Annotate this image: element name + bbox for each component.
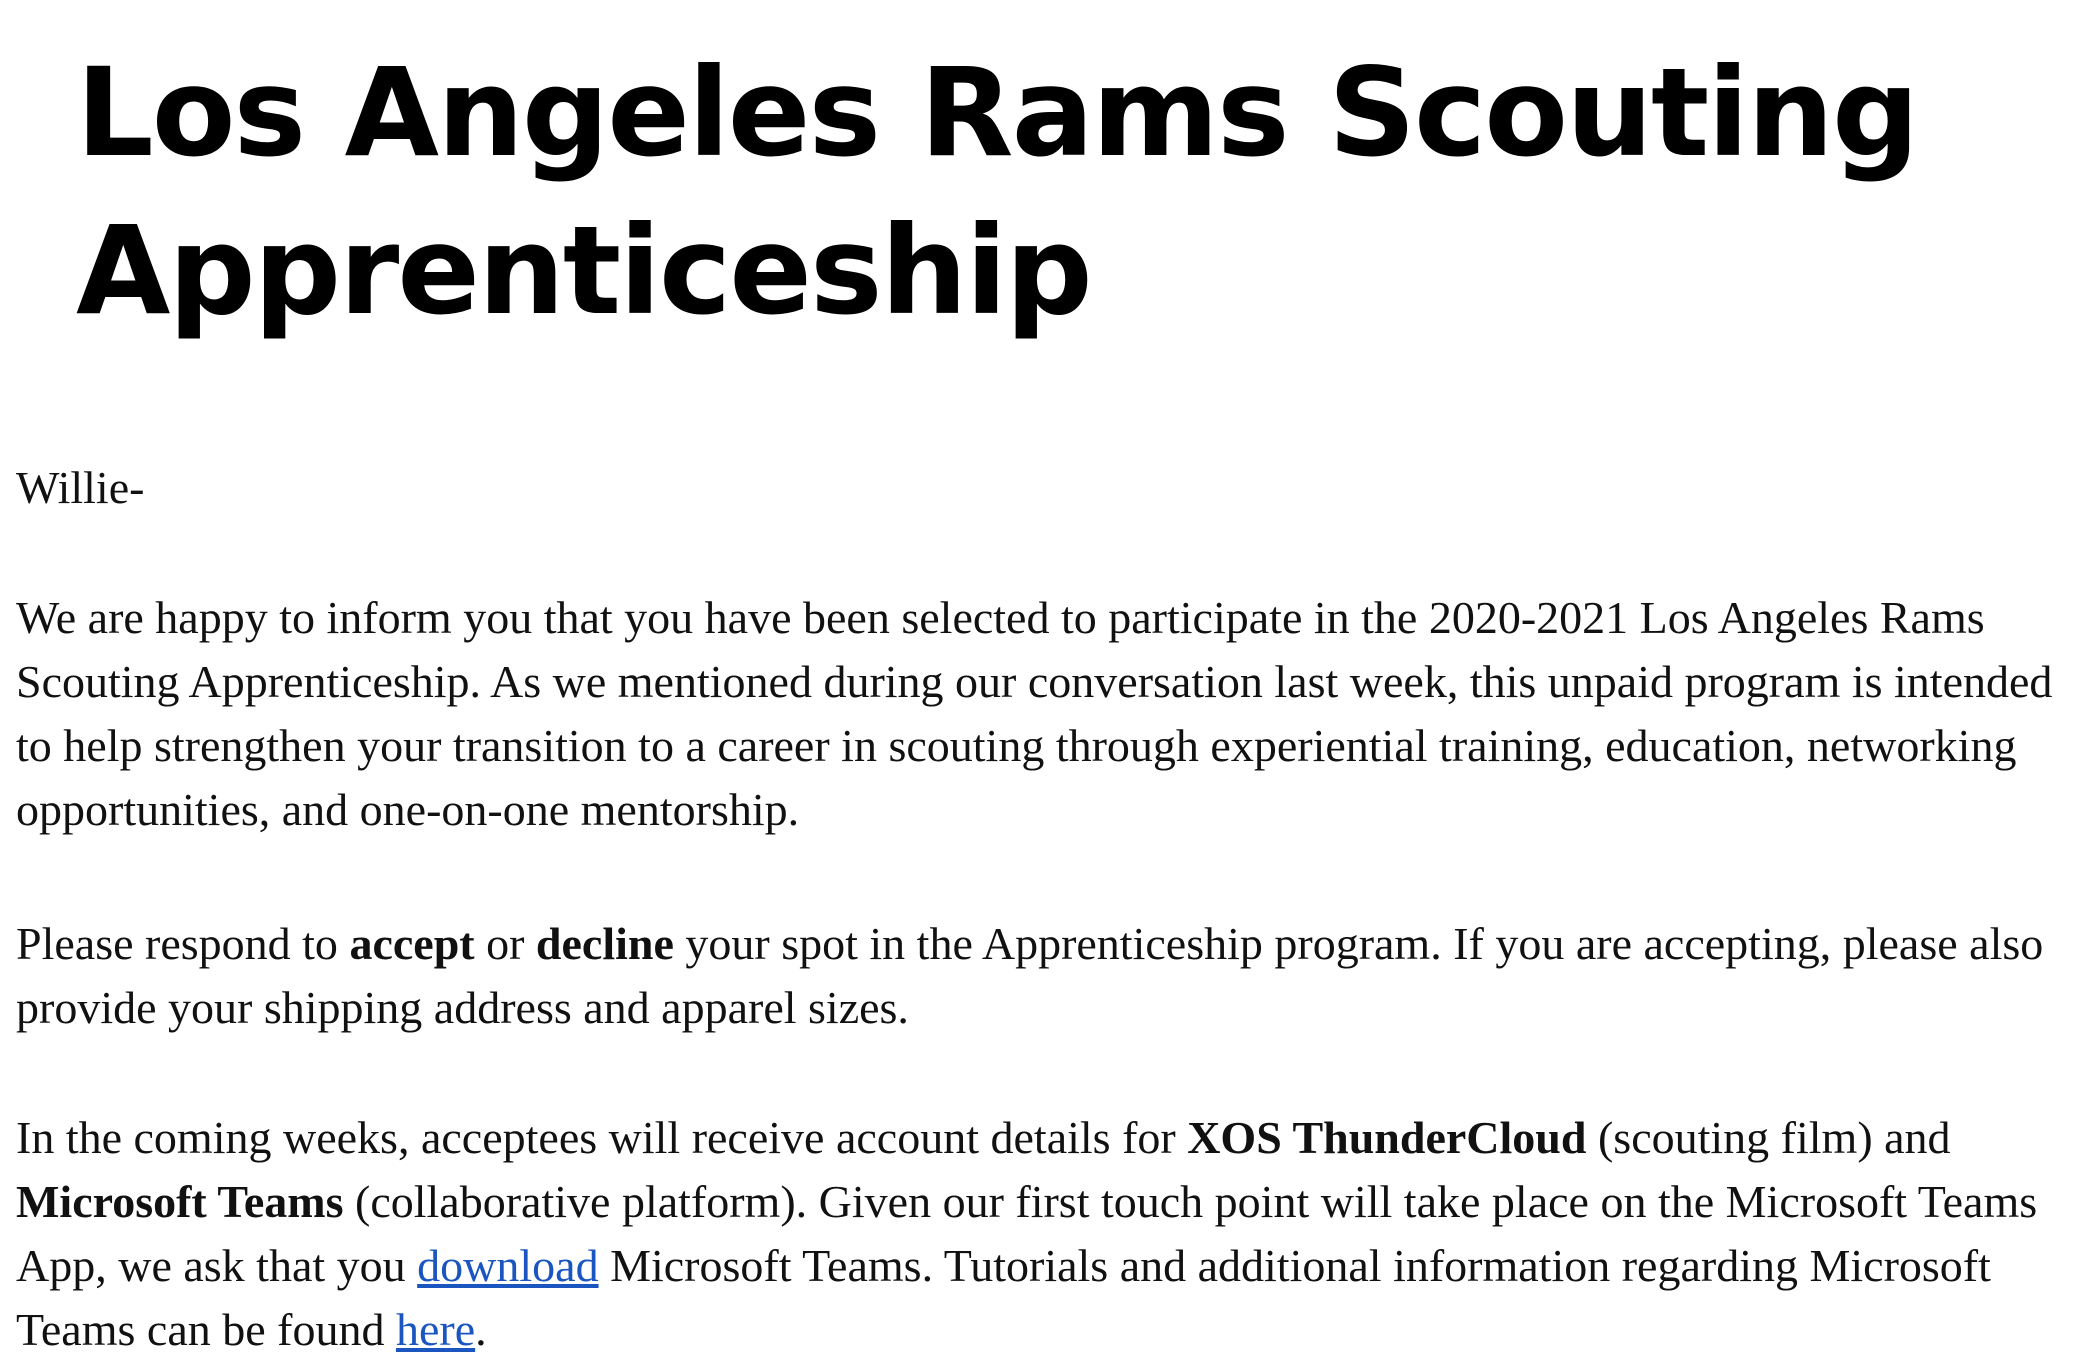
decline-emphasis: decline xyxy=(535,918,674,969)
paragraph-response-request xyxy=(16,912,2076,1040)
download-link[interactable]: download xyxy=(417,1240,599,1291)
paragraph-text: (scouting film) and xyxy=(1586,1112,1951,1163)
paragraph-selection-notice: We are happy to inform you that you have been selected to participate in the 2020-2021 Los Angeles Rams Scouting Apprenticeship. As we mentioned during our conversation last week, this unpaid program is intended to help strengthen your transition to a career in scouting through experiential training, education, networking opportunities, and one-on-one mentorship. xyxy=(16,592,2053,835)
paragraph-account-details xyxy=(16,1106,2076,1362)
page-title xyxy=(76,34,1976,350)
page-title-line-1: Los Angeles Rams Scouting xyxy=(76,42,1918,184)
here-link[interactable]: here xyxy=(395,1304,476,1355)
salutation: Willie- xyxy=(16,462,145,513)
paragraph-text: (collaborative platform). Given our first touch point will take place on the Microsoft Teams App, we ask that you xyxy=(16,1176,2038,1291)
paragraph-text: In the coming weeks, acceptees will receive account details for xyxy=(16,1112,1188,1163)
paragraph-text: or xyxy=(474,918,536,969)
paragraph-text: Microsoft Teams. Tutorials and additional information regarding Microsoft Teams can be found xyxy=(16,1240,1991,1355)
accept-emphasis: accept xyxy=(349,918,475,969)
paragraph-text: . xyxy=(475,1304,487,1355)
page-title-line-2: Apprenticeship xyxy=(76,200,1091,342)
xos-thundercloud-emphasis: XOS ThunderCloud xyxy=(1187,1112,1587,1163)
paragraph-text: Please respond to xyxy=(16,918,350,969)
paragraph-text: your spot in the Apprenticeship program. If you are accepting, please also provide your shipping address and apparel sizes. xyxy=(16,918,2044,1033)
microsoft-teams-emphasis: Microsoft Teams xyxy=(16,1176,344,1227)
